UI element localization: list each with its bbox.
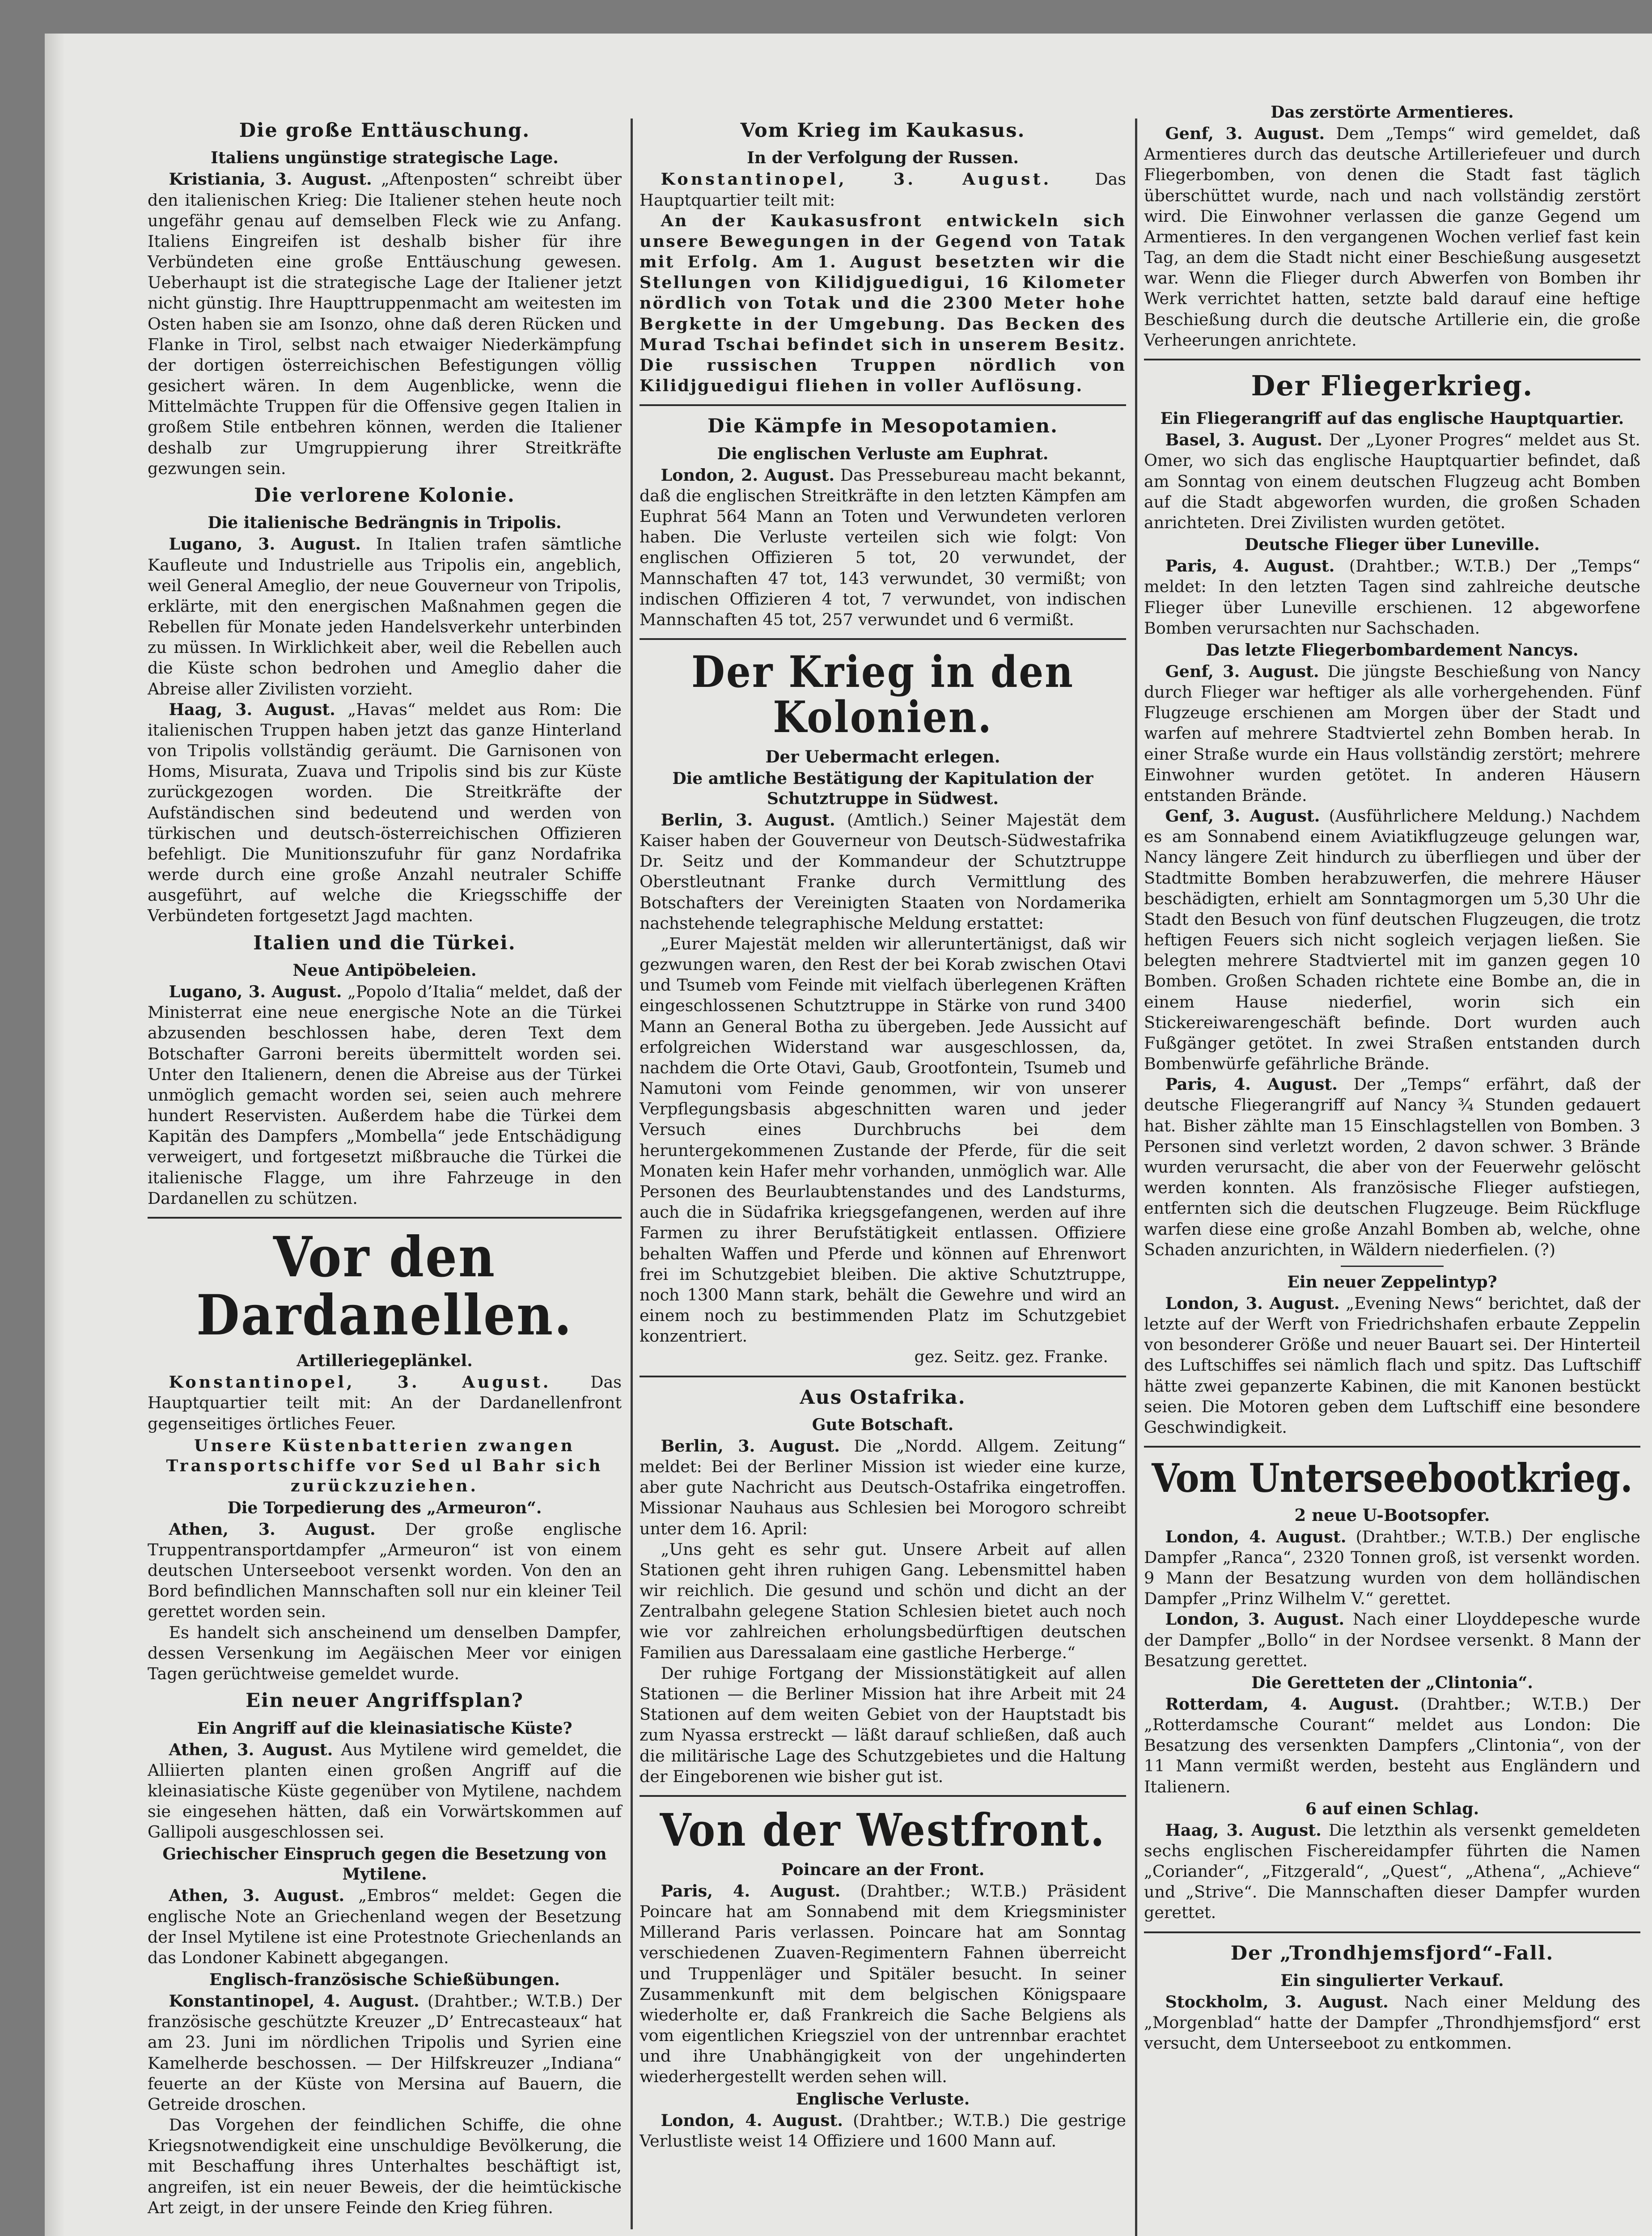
article-london-2 <box>640 2110 1126 2151</box>
article-text: Das Hauptquartier teilt mit: An der Dardanellenfront gegenseitiges örtliches Feuer. <box>148 1372 622 1433</box>
signature-line: gez. Seitz. gez. Franke. <box>914 1347 1108 1367</box>
dateline: Berlin, 3. August. <box>661 810 835 830</box>
column-right <box>1144 101 1640 2054</box>
article-lugano-1 <box>148 534 622 699</box>
article-genf-3 <box>1144 806 1640 1074</box>
article-text: In Italien trafen sämtliche Kaufleute und Industrielle aus Tripolis ein, angeblich, weil General Ameglio, der neue Gouverneur von Tripolis, erklärte, mit den energischen Maßnahmen gegen die Rebellen für Monate jeden Handelsverkehr unterbinden zu müssen. In Wirklichkeit aber, weil die Rebellen auch die Küste schon bedrohen und Ameglio daher die Abreise aller Zivilisten vorzieht. <box>148 534 622 699</box>
dateline: Athen, 3. August. <box>169 1886 345 1906</box>
subheading-poincare: Poincare an der Front. <box>781 1860 985 1879</box>
article-text: (Drahtber.; W.T.B.) Der französische geschützte Kreuzer „D’ Entrecasteaux“ hat am 23. Juni im nördlichen Tripolis und Syrien eine Kamelherde beschossen. — Der Hilfskreuzer „Indiana“ feuerte an der Küste von Mersina auf Bauern, die Getreide droschen. <box>148 1991 622 2114</box>
article-paris-2 <box>1144 556 1640 639</box>
subheading-artillerie: Artilleriegeplänkel. <box>297 1351 473 1371</box>
subheading-kuestenbatterien: Unsere Küstenbatterien zwangen Transportschiffe vor Sed ul Bahr sich zurückzuziehen. <box>166 1436 603 1495</box>
article-text: Nach einer Lloyddepesche wurde der Dampfer „Bollo“ in der Nordsee versenkt. 8 Mann der Besatzung gerettet. <box>1144 1609 1640 1670</box>
article-text: „Embros“ meldet: Gegen die englische Note an Griechenland wegen der Besetzung der Insel Mytilene ist eine Protestnote Griechenlands an das Londoner Kabinett abgegangen. <box>148 1886 622 1967</box>
headline-dardanellen: Vor den Dardanellen. <box>196 1224 573 1348</box>
dateline: Kristiania, 3. August. <box>169 169 372 189</box>
subheading-antipoeleien: Neue Antipöbeleien. <box>292 961 477 980</box>
article-kaukasusfront: An der Kaukasusfront entwickeln sich unsere Bewegungen in der Gegend von Tatak mit Erfolg. Am 1. August besetzten wir die Stellungen von Kilidjguedigui, 16 Kilometer nördlich von Totak und die 2300 Meter hohe Bergkette in der Umgebung. Das Becken des Murad Tschai befindet sich in unserem Besitz. Die russischen Truppen nördlich von Kilidjguedigui fliehen in voller Auflösung. <box>640 211 1126 396</box>
heading-kaukasus: Vom Krieg im Kaukasus. <box>740 119 1025 142</box>
heading-tuerkei: Italien und die Türkei. <box>253 932 516 954</box>
subheading-verluste-euphrat: Die englischen Verluste am Euphrat. <box>717 444 1049 463</box>
subheading-nancy: Das letzte Fliegerbombardement Nancys. <box>1206 640 1579 660</box>
article-london-1 <box>640 465 1126 630</box>
subheading-verkauf: Ein singulierter Verkauf. <box>1280 1971 1504 1990</box>
newspaper-page <box>45 34 1652 2236</box>
dateline: London, 2. August. <box>661 465 835 485</box>
heading-trondhjem: Der „Trondhjemsfjord“-Fall. <box>1230 1942 1554 1965</box>
headline-westfront: Von der Westfront. <box>660 1803 1106 1856</box>
heading-kolonie: Die verlorene Kolonie. <box>254 484 515 507</box>
subheading-gute-botschaft: Gute Botschaft. <box>812 1415 954 1434</box>
subheading-engl-verluste: Englische Verluste. <box>796 2089 970 2109</box>
article-text: Dem „Temps“ wird gemeldet, daß Armentieres durch das deutsche Artilleriefeuer und durch Fliegerbomben, von denen die Stadt fast täglich überschüttet wurde, nach und nach vollständig zerstört wird. Die Einwohner verlassen die ganze Gegend um Armentieres. In den vergangenen Wochen verlief fast kein Tag, an dem die Stadt nicht einer Beschießung ausgesetzt war. Wenn die Flieger durch Abwerfen von Bomben ihr Werk verrichtet hatten, setzte bald darauf eine heftige Beschießung durch die deutsche Artillerie ein, die große Verheerungen anrichtete. <box>1144 124 1641 350</box>
dateline: Konstantinopel, 4. August. <box>169 1991 419 2011</box>
column-left <box>148 114 622 2218</box>
section-divider <box>640 404 1126 406</box>
article-kristiania <box>148 169 622 479</box>
article-text: „Havas“ meldet aus Rom: Die italienischen Truppen haben jetzt das ganze Hinterland von Tripolis vollständig geräumt. Die Garnisonen von Homs, Misurata, Zuava und Tripolis sind bis zur Küste zurückgezogen worden. Die Streitkräfte der Aufständischen sind bedeutend und werden von türkischen und deutsch-österreichischen Offizieren befehligt. Die Munitionszufuhr für ganz Nordafrika werde durch eine große Anzahl neutraler Schiffe ausgeführt, auf welche die Kriegsschiffe der Verbündeten fortgesetzt Jagd machten. <box>148 699 622 926</box>
section-divider <box>640 1795 1126 1797</box>
subheading-schiessuebungen: Englisch-französische Schießübungen. <box>209 1970 560 1990</box>
article-text: „Popolo d’Italia“ meldet, daß der Ministerrat eine neue energische Note an die Türkei abzusenden beschlossen habe, deren Text dem Botschafter Garroni bereits übermittelt worden sei. Unter den Italienern, denen die Abreise aus der Türkei unmöglich gemacht worden sei, seien auch mehrere hundert Reservisten. Außerdem habe die Türkei dem Kapitän des Dampfers „Mombella“ jede Entschädigung verweigert, und fortgesetzt mißbrauche die Türkei die italienische Flagge, um ihre Fahrzeuge in den Dardanellen zu schützen. <box>148 982 622 1208</box>
column-rule-1 <box>631 119 633 2229</box>
dateline: Berlin, 3. August. <box>661 1436 840 1456</box>
article-london-5 <box>1144 1609 1640 1671</box>
short-divider <box>1341 1266 1444 1267</box>
subheading-kleinasien: Ein Angriff auf die kleinasiatische Küste? <box>197 1719 572 1738</box>
binding-gutter <box>45 34 65 2236</box>
article-berlin-2c: Der ruhige Fortgang der Missionstätigkeit auf allen Stationen — die Berliner Mission hat ihre Arbeit mit 24 Stationen auf dem weiten Gebiet von der Hauptstadt bis zum Nyassa erstreckt — läßt darauf schließen, daß auch die militärische Lage des Schutzgebietes und die Haltung der Eingeborenen wie bisher gut ist. <box>640 1663 1126 1786</box>
dateline: Haag, 3. August. <box>1165 1820 1322 1840</box>
article-text: Das Pressebureau macht bekannt, daß die englischen Streitkräfte in den letzten Kämpfen am Euphrat 564 Mann an Toten und Verwundeten verloren haben. Die Verluste verteilen sich wie folgt: Von englischen Offizieren 5 tot, 20 verwundet, der Mannschaften 47 tot, 143 verwundet, 30 vermißt; von indischen Offizieren 4 tot, 7 verwundet, von indischen Mannschaften 45 tot, 257 verwundet und 6 vermißt. <box>640 465 1126 629</box>
article-basel <box>1144 430 1640 533</box>
dateline: London, 3. August. <box>1165 1609 1345 1629</box>
subheading-verfolgung: In der Verfolgung der Russen. <box>747 148 1019 168</box>
article-london-3 <box>1144 1293 1640 1438</box>
article-haag-2 <box>1144 1820 1640 1923</box>
article-berlin-1b: „Eurer Majestät melden wir alleruntertänigst, daß wir gezwungen waren, den Rest der bei Korab zwischen Otavi und Tsumeb vom Feinde mit vielfach überlegenen Kräften eingeschlossenen Schutztruppe in Stärke von rund 3400 Mann an General Botha zu übergeben. Jede Aussicht auf erfolgreichen Widerstand war ausgeschlossen, da, nachdem die Orte Otavi, Gaub, Grootfontein, Tsumeb und Namutoni vom Feinde genommen, wir von unserer Verpflegungsbasis abgeschnitten waren und jeder Versuch eines Durchbruchs bei dem heruntergekommenen Zustande der Pferde, für die seit Monaten kein Hafer mehr vorhanden, unmöglich war. Alle Personen des Beurlaubtenstandes und des Landsturms, auch die in Südafrika kriegsgefangenen, werden auf ihre Farmen zu ihrer Berufstätigkeit entlassen. Offiziere behalten Waffen und Pferde und können auf Ehrenwort frei im Schutzgebiet bleiben. Die aktive Schutztruppe, noch 1300 Mann stark, behält die Gewehre und wird an einem noch zu bestimmenden Platz im Schutzgebiet konzentriert. <box>640 934 1126 1346</box>
section-divider <box>640 638 1126 640</box>
dateline: London, 4. August. <box>1165 1527 1347 1546</box>
heading-ostafrika: Aus Ostafrika. <box>800 1386 966 1409</box>
section-divider <box>1144 359 1640 360</box>
dateline: Genf, 3. August. <box>1165 661 1319 681</box>
article-text: Der „Temps“ erfährt, daß der deutsche Fliegerangriff auf Nancy ¾ Stunden gedauert hat. Bisher zählte man 15 Einschlagstellen von Bomben. 3 Personen sind verletzt worden, 2 davon schwer. 3 Brände wurden verursacht, die aber von der Feuerwehr gelöscht werden konnten. Als französische Flieger aufstiegen, entfernten sich die deutschen Flugzeuge. Beim Rückfluge warfen diese eine große Anzahl Bomben ab, welche, ohne Schaden anzurichten, in Wäldern niederfielen. (?) <box>1144 1075 1640 1259</box>
dateline: Paris, 4. August. <box>1165 1075 1338 1094</box>
dateline: Athen, 3. August. <box>169 1519 376 1539</box>
headline-kolonien: Der Krieg in den Kolonien. <box>691 647 1074 742</box>
dateline: Lugano, 3. August. <box>169 982 342 1002</box>
subheading-zeppelintyp: Ein neuer Zeppelintyp? <box>1287 1272 1497 1292</box>
dateline: Konstantinopel, 3. August. <box>661 169 1052 189</box>
article-london-4 <box>1144 1527 1640 1609</box>
dateline: Konstantinopel, 3. August. <box>169 1372 551 1392</box>
subheading-clintonia: Die Geretteten der „Clintonia“. <box>1251 1673 1533 1692</box>
article-paris-3 <box>1144 1074 1640 1260</box>
dateline: Paris, 4. August. <box>661 1881 841 1901</box>
article-text: (Ausführlichere Meldung.) Nachdem es am Sonnabend einem Aviatikflugzeuge gelungen war, Nancy längere Zeit hindurch zu überfliegen und über der Stadtmitte Bomben herabzuwerfen, die mehrere Häuser beschädigten, erhielt am Sonntagmorgen um 5,30 Uhr die Stadt den Besuch von fünf deutschen Flugzeugen, die trotz heftigen Feuers sich nicht sogleich verjagen ließen. Sie belegten mehrere Stadtviertel mit im ganzen gegen 10 Bomben. Großen Schaden richtete eine Bombe an, die in einem Hause niederfiel, worin sich ein Stickereiwarengeschäft befinde. Dort wurden auch Fußgänger getötet. In zwei Straßen entstanden durch Bombenwürfe gefährliche Brände. <box>1144 806 1641 1074</box>
dateline: Stockholm, 3. August. <box>1165 1992 1389 2012</box>
subheading-einspruch: Griechischer Einspruch gegen die Besetzung von Mytilene. <box>162 1845 607 1884</box>
subheading-kapitulation: Die amtliche Bestätigung der Kapitulation der Schutztruppe in Südwest. <box>672 769 1093 808</box>
dateline: Paris, 4. August. <box>1165 556 1335 576</box>
article-athen-2 <box>148 1740 622 1843</box>
subheading-uebermacht: Der Uebermacht erlegen. <box>765 746 1000 767</box>
section-divider <box>1144 1931 1640 1933</box>
heading-enttaeuschung: Die große Enttäuschung. <box>239 119 530 142</box>
article-konstantinopel-2b: Das Vorgehen der feindlichen Schiffe, die ohne Kriegsnotwendigkeit eine unschuldige Bevölkerung, die mit Beschaffung ihres Unterhaltes beschäftigt ist, angreifen, ist ein neuer Beweis, der die heimtückische Art zeigt, in der unsere Feinde den Krieg führen. <box>148 2115 622 2217</box>
article-athen-1 <box>148 1519 622 1622</box>
headline-unterseeboot: Vom Unterseebootkrieg. <box>1152 1455 1633 1502</box>
article-text: Nach einer Meldung des „Morgenblad“ hatte der Dampfer „Throndhjemsfjord“ erst versucht, dem Unterseeboot zu entkommen. <box>1144 1992 1640 2053</box>
subheading-lage: Italiens ungünstige strategische Lage. <box>211 148 559 168</box>
dateline: Genf, 3. August. <box>1165 806 1320 826</box>
dateline: Haag, 3. August. <box>169 699 335 719</box>
article-text: (Drahtber.; W.T.B.) Der „Temps“ meldet: In den letzten Tagen sind zahlreiche deutsche Flieger über Luneville erschienen. 12 abgeworfene Bomben verursachten nur Sachschaden. <box>1144 556 1640 638</box>
dateline: Rotterdam, 4. August. <box>1165 1694 1399 1714</box>
dateline: Basel, 3. August. <box>1165 430 1323 450</box>
article-text: „Evening News“ berichtet, daß der letzte auf der Werft von Friedrichshafen erbaute Zeppelin von besonderer Größe und neuer Bauart sei. Der Hinterteil des Luftschiffes sei nämlich flach und spitz. Das Luftschiff hätte zwei gepanzerte Kabinen, die mit Kanonen bestückt seien. Die Motoren geben dem Luftschiff eine besondere Geschwindigkeit. <box>1144 1293 1640 1437</box>
article-genf-1 <box>1144 123 1640 351</box>
article-text: „Aftenposten“ schreibt über den italienischen Krieg: Die Italiener stehen heute noch ungefähr genau auf demselben Fleck wie zu Anfang. Italiens Eingreifen ist deshalb bisher für ihre Verbündeten eine große Enttäuschung gewesen. Ueberhaupt ist die strategische Lage der Italiener jetzt nicht günstig. Ihre Haupttruppenmacht am weitesten im Osten haben sie am Isonzo, ohne daß deren Rücken und Flanke in Tirol, selbst nach etwaiger Niederkämpfung der dortigen österreichischen Befestigungen völlig gesichert wären. In dem Augenblicke, wenn die Mittelmächte Truppen für die Offensive gegen Italien in großem Stile entbehren können, werden die Italiener deshalb zur Umgruppierung ihrer Streitkräfte gezwungen sein. <box>148 169 622 478</box>
section-divider <box>148 1217 622 1219</box>
article-text: Die jüngste Beschießung von Nancy durch Flieger war heftiger als alle vorhergehenden. Fünf Flugzeuge erschienen am Morgen über der Stadt und warfen auf mehrere Stadtviertel zehn Bomben herab. In einer Straße wurde ein Haus vollständig zerstört; mehrere Einwohner wurden getötet. In anderen Häusern entstanden Brände. <box>1144 661 1641 805</box>
heading-angriffsplan: Ein neuer Angriffsplan? <box>246 1690 524 1712</box>
section-divider <box>640 1376 1126 1377</box>
article-konstantinopel-2 <box>148 1991 622 2115</box>
subheading-armentieres: Das zerstörte Armentieres. <box>1271 103 1514 122</box>
subheading-armeuron: Die Torpedierung des „Armeuron“. <box>227 1498 542 1517</box>
article-text: (Drahtber.; W.T.B.) Die gestrige Verlustliste weist 14 Offiziere und 1600 Mann auf. <box>640 2110 1126 2151</box>
heading-fliegerkrieg: Der Fliegerkrieg. <box>1251 369 1533 402</box>
section-divider <box>1144 1446 1640 1448</box>
dateline: Athen, 3. August. <box>169 1740 333 1759</box>
article-text: Die „Nordd. Allgem. Zeitung“ meldet: Bei der Berliner Mission ist wieder eine kurze, aber gute Nachricht aus Deutsch-Ostafrika eingetroffen. Missionar Nauhaus aus Schlesien bei Morogoro schreibt unter dem 16. April: <box>640 1436 1126 1538</box>
dateline: London, 3. August. <box>1165 1293 1340 1313</box>
dateline: London, 4. August. <box>661 2110 843 2130</box>
dateline: Genf, 3. August. <box>1165 124 1325 143</box>
article-lugano-2 <box>148 982 622 1209</box>
subheading-sechs: 6 auf einen Schlag. <box>1305 1799 1479 1818</box>
article-konstantinopel-1 <box>148 1372 622 1434</box>
article-text: (Drahtber.; W.T.B.) Der „Rotterdamsche Courant“ meldet aus London: Die Besatzung des versenkten Dampfers „Clintonia“, von der 11 Mann vermißt werden, besteht aus Engländern und Italienern. <box>1144 1694 1641 1796</box>
article-text: (Drahtber.; W.T.B.) Der englische Dampfer „Ranca“, 2320 Tonnen groß, ist versenkt worden. 9 Mann der Besatzung wurden von dem holländischen Dampfer „Prinz Wilhelm V.“ gerettet. <box>1144 1527 1641 1609</box>
article-rotterdam <box>1144 1694 1640 1797</box>
article-text: Der „Lyoner Progres“ meldet aus St. Omer, wo sich das englische Hauptquartier befindet, daß am Sonntag von einem deutschen Flugzeug acht Bomben auf die Stadt abgeworfen wurden, die großen Schaden anrichteten. Drei Zivilisten wurden getötet. <box>1144 430 1641 532</box>
subheading-uboot: 2 neue U-Bootsopfer. <box>1294 1505 1490 1525</box>
article-berlin-1 <box>640 810 1126 934</box>
article-athen-3 <box>148 1885 622 1968</box>
article-text: (Drahtber.; W.T.B.) Präsident Poincare hat am Sonnabend mit dem Kriegsminister Millerand Paris verlassen. Poincare hat am Sonntag verschiedenen Zuaven-Regimentern Fahnen überreicht und Truppenläger und Spitäler besucht. In seiner Zusammenkunft mit dem belgischen Königspaare wiederholte er, daß Frankreich die Sache Belgiens als vom eigentlichen Kriegsziel von der untrennbar erachtet und ihre Unabhängigkeit von der ungehinderten wiederhergestellt werden sehen will. <box>640 1881 1126 2087</box>
article-text: (Amtlich.) Seiner Majestät dem Kaiser haben der Gouverneur von Deutsch-Südwestafrika Dr. Seitz und der Kommandeur der Schutztruppe Oberstleutnant Franke durch Vermittlung des Botschafters der Vereinigten Staaten von Nordamerika nachstehende telegraphische Meldung erstattet: <box>640 810 1126 933</box>
article-berlin-2b: „Uns geht es sehr gut. Unsere Arbeit auf allen Stationen geht ihren ruhigen Gang. Lebensmittel haben wir reichlich. Die gesund und schön und dicht an der Zentralbahn gelegene Station Schlesien bietet auch noch wie vor zahlreichen erholungsbedürftigen deutschen Familien aus Daressalaam eine gastliche Herberge.“ <box>640 1539 1126 1662</box>
column-middle <box>640 114 1126 2151</box>
article-konstantinopel-3 <box>640 169 1126 210</box>
article-athen-1b: Es handelt sich anscheinend um denselben Dampfer, dessen Versenkung im Aegäischen Meer vor einigen Tagen gerüchtweise gemeldet wurde. <box>148 1622 622 1683</box>
article-text: Das Hauptquartier teilt mit: <box>640 169 1126 210</box>
subheading-luneville: Deutsche Flieger über Luneville. <box>1245 535 1540 555</box>
heading-mesopotamien: Die Kämpfe in Mesopotamien. <box>707 415 1058 438</box>
subheading-tripolis: Die italienische Bedrängnis in Tripolis. <box>208 513 562 533</box>
article-genf-2 <box>1144 661 1640 806</box>
article-text: Der große englische Truppentransportdampfer „Armeuron“ ist von einem deutschen Unterseeboot versenkt worden. Von den an Bord befindlichen Mannschaften soll nur ein kleiner Teil gerettet worden sein. <box>148 1519 622 1622</box>
dateline: Lugano, 3. August. <box>169 534 361 554</box>
article-berlin-2 <box>640 1436 1126 1539</box>
column-rule-2 <box>1135 119 1137 2236</box>
article-paris-1 <box>640 1881 1126 2088</box>
article-text: Aus Mytilene wird gemeldet, die Alliierten planten einen großen Angriff auf die kleinasiatische Küste gegenüber von Mytilene, nachdem sie eingesehen hätten, daß ein Vorwärtskommen auf Gallipoli ausgeschlossen sei. <box>148 1740 622 1842</box>
subheading-hauptquartier: Ein Fliegerangriff auf das englische Hauptquartier. <box>1160 409 1624 428</box>
article-text: Die letzthin als versenkt gemeldeten sechs englischen Fischereidampfer führten die Namen „Coriander“, „Fitzgerald“, „Quest“, „Athena“, „Achieve“ und „Strive“. Die Mannschaften dieser Dampfer wurden gerettet. <box>1144 1820 1640 1923</box>
article-haag-1 <box>148 699 622 927</box>
article-stockholm <box>1144 1992 1640 2054</box>
